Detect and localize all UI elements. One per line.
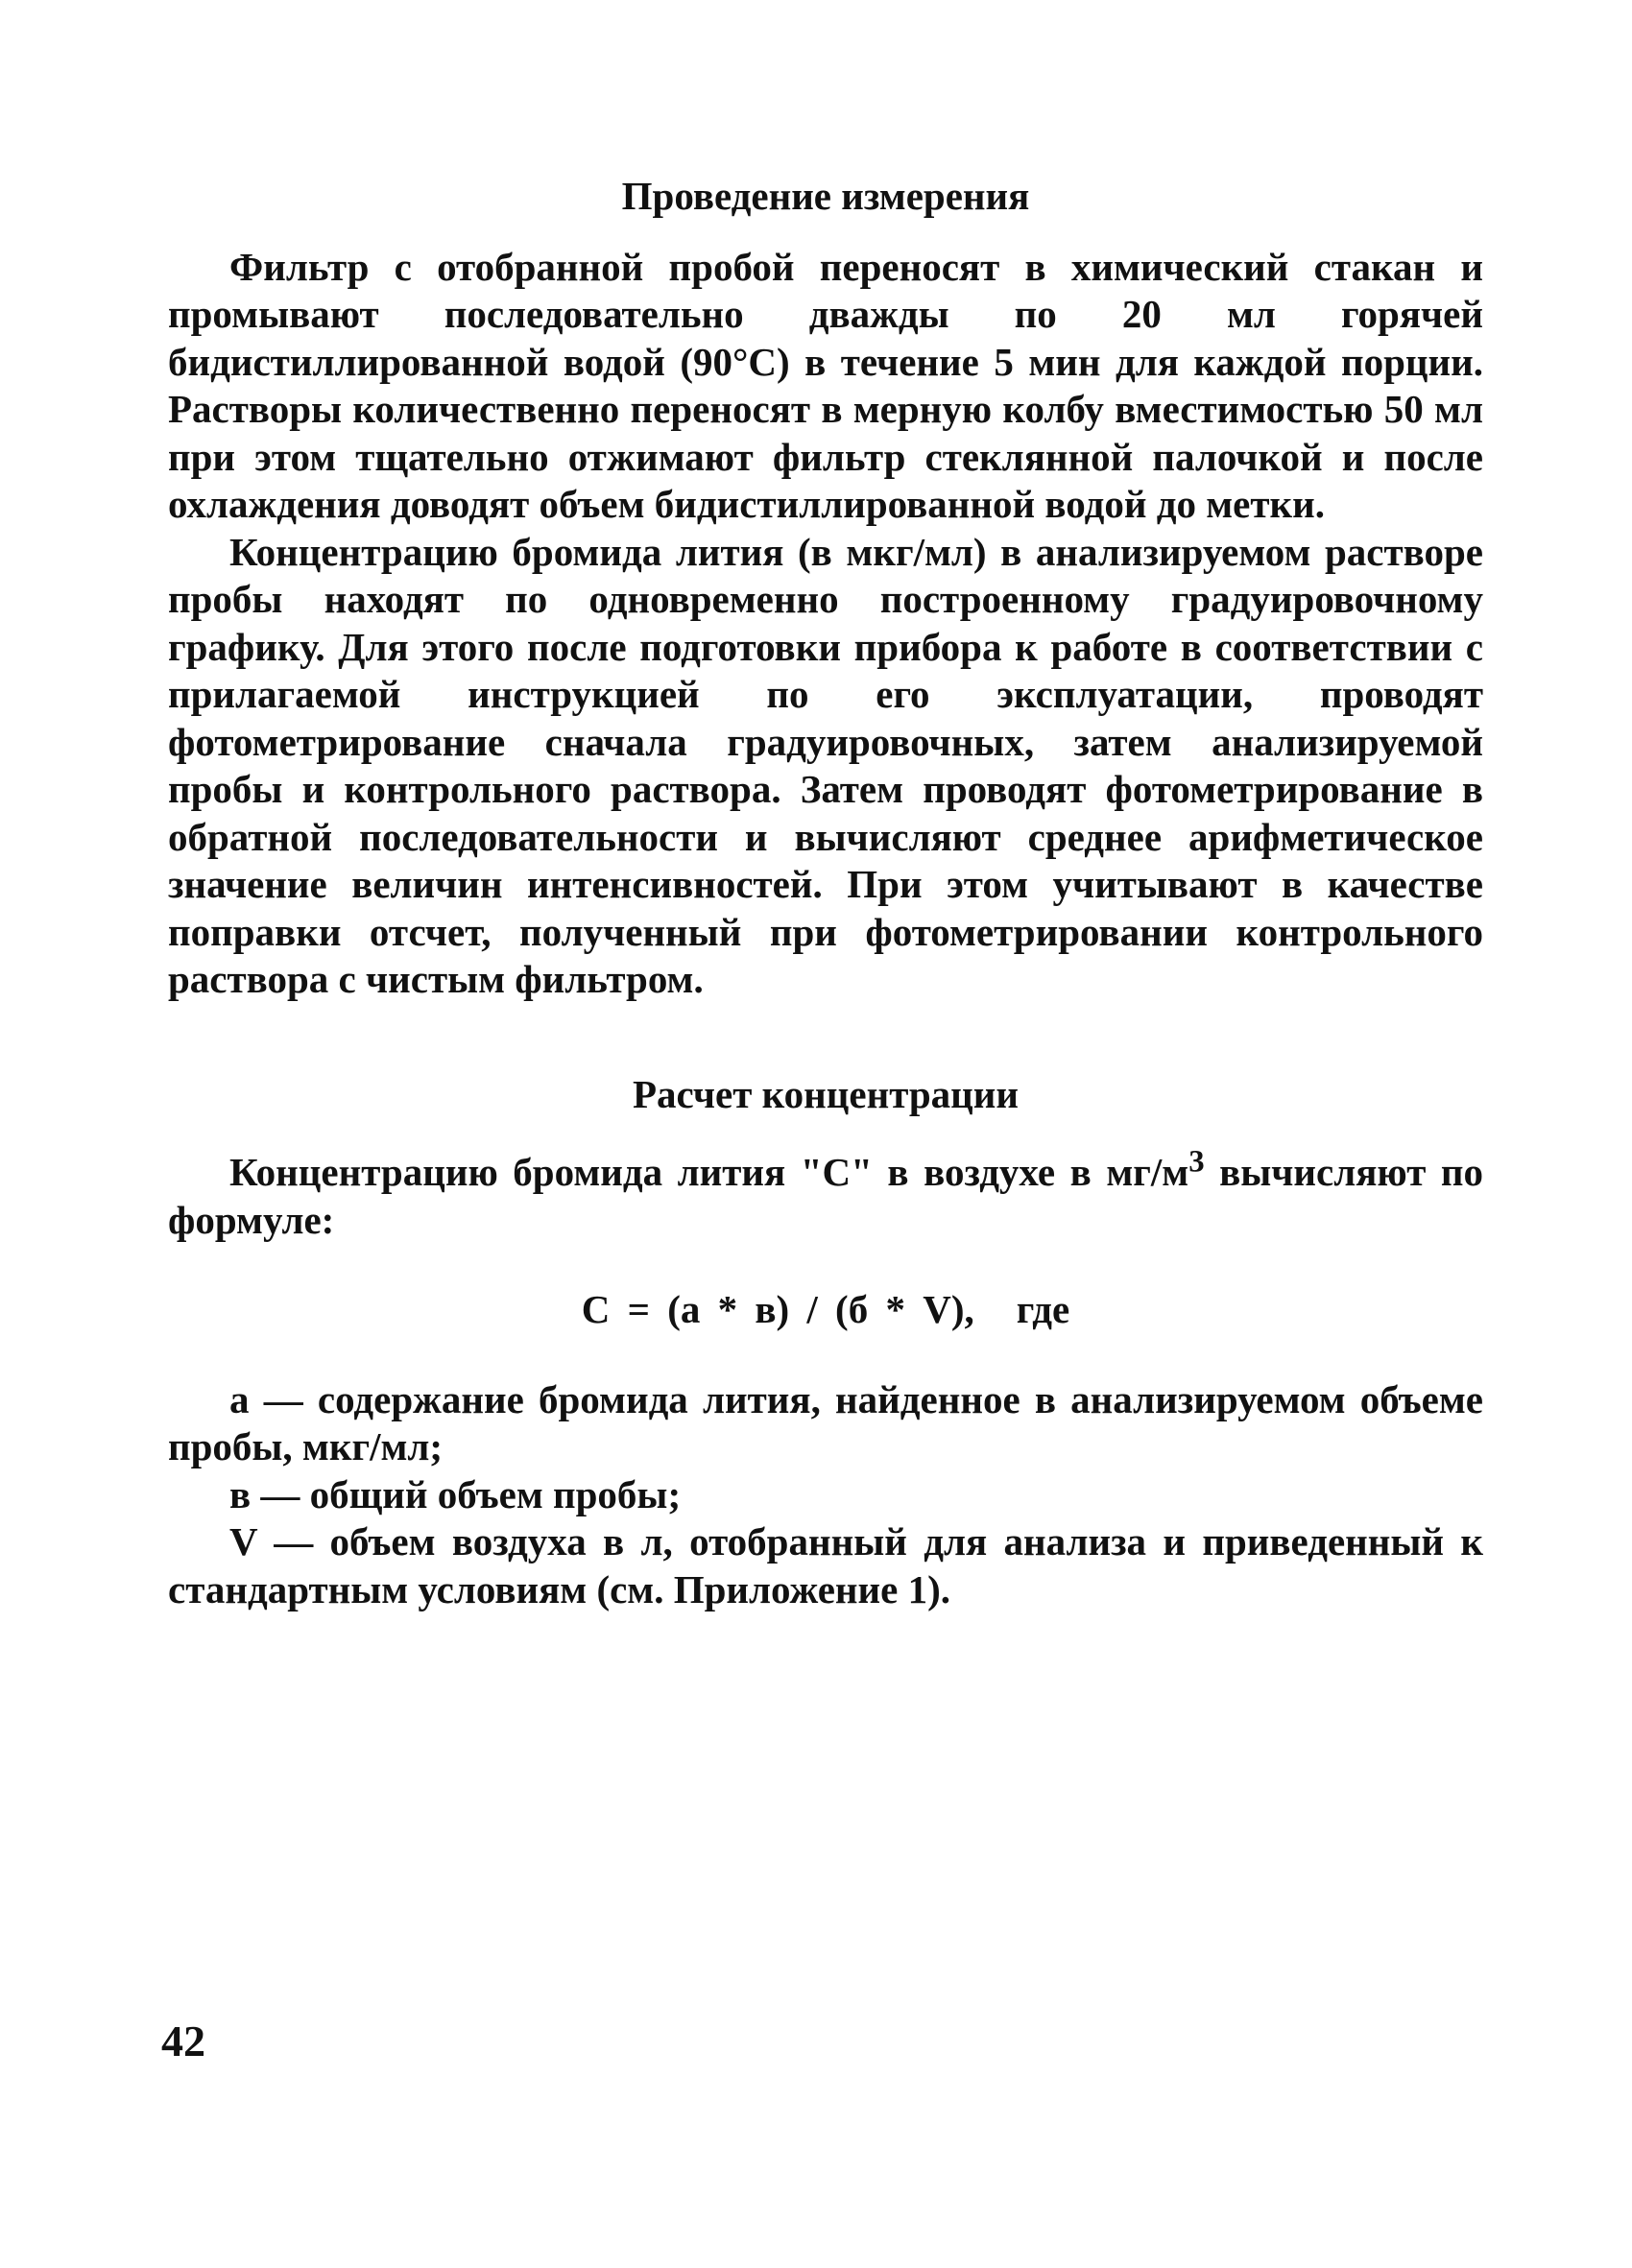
paragraph-concentration-determination: Концентрацию бромида лития (в мкг/мл) в анализируемом растворе пробы находят по одновременно построенному градуировочному графику. Для этого после подготовки прибора к работе в соответствии с прилагаемой инструкцией по его эксплуатации, проводят фотометрирование сначала градуировочных, затем анализируемой пробы и контрольного раствора. Затем проводят фотометрирование в обратной последовательности и вычисляют среднее арифметическое значение величин интенсивностей. При этом учитывают в качестве поправки отсчет, полученный при фотометрировании контрольного раствора с чистым фильтром. — [168, 529, 1483, 1001]
formula-line — [168, 1286, 1483, 1334]
formula: С = (а * в) / (б * V), — [581, 1287, 974, 1331]
definition-v: в — общий объем пробы; — [229, 1471, 682, 1516]
formula-where: где — [1016, 1287, 1070, 1331]
cubic-superscript: 3 — [1188, 1144, 1205, 1180]
formula-intro-text: Концентрацию бромида лития "С" в воздухе в мг/м — [229, 1150, 1189, 1194]
paragraph-formula-intro — [168, 1144, 1483, 1244]
page-number: 42 — [161, 2017, 205, 2065]
section-heading-measurement: Проведение измерения — [621, 174, 1030, 218]
paragraph-filter-procedure: Фильтр с отобранной пробой переносят в химический стакан и промывают последовательно дважды по 20 мл горячей бидистиллированной водой (90°С) в течение 5 мин для каждой порции. Растворы количественно переносят в мерную колбу вместимостью 50 мл при этом тщательно отжимают фильтр стеклянной палочкой и после охлаждения доводят объем бидистиллированной водой до метки. — [168, 244, 1483, 526]
section-heading-calculation: Расчет концентрации — [632, 1071, 1020, 1116]
definition-a: а — содержание бромида лития, найденное в анализируемом объеме пробы, мкг/мл; — [168, 1376, 1483, 1468]
document-page — [168, 173, 1483, 1613]
formula-intro-text-end: вычисляют по формуле: — [168, 1150, 1483, 1242]
definition-air-volume: V — объем воздуха в л, отобранный для анализа и приведенный к стандартным условиям (см. Приложение 1). — [168, 1519, 1483, 1611]
